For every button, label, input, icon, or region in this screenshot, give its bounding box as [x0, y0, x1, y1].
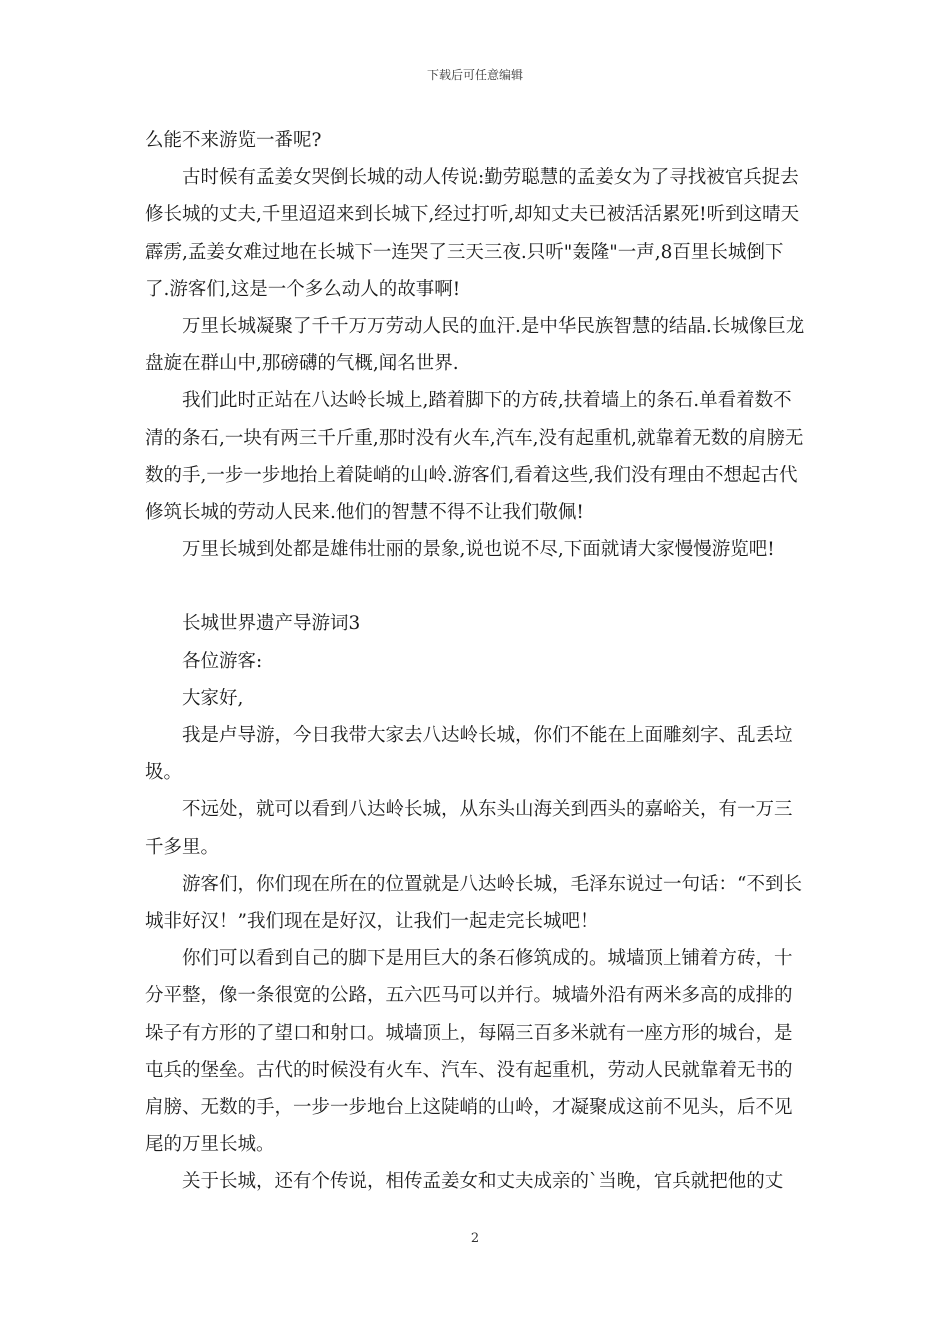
paragraph: 古时候有孟姜女哭倒长城的动人传说:勤劳聪慧的孟姜女为了寻找被官兵捉去修长城的丈夫,千里迢迢来到长城下,经过打听,却知丈夫已被活活累死!听到这晴天霹雳,孟姜女难过地在长城下一连哭了三天三夜.只听"轰隆"一声,8百里长城倒下了.游客们,这是一个多么动人的故事啊! [145, 167, 800, 300]
paragraph-gap [145, 568, 807, 605]
page-header: 下载后可任意编辑 [426, 68, 523, 82]
page-number: 2 [470, 1231, 480, 1246]
paragraph: 游客们，你们现在所在的位置就是八达岭长城，毛泽东说过一句话：“不到长城非好汉！”我们现在是好汉，让我们一起走完长城吧！ [145, 873, 802, 933]
paragraph: 我们此时正站在八达岭长城上,踏着脚下的方砖,扶着墙上的条石.单看着数不清的条石,一块有两三千斤重,那时没有火车,汽车,没有起重机,就靠着无数的肩膀无数的手,一步一步地抬上着陡峭的山岭.游客们,看着这些,我们没有理由不想起古代修筑长城的劳动人民来.他们的智慧不得不让我们敬佩! [145, 390, 804, 524]
paragraph: 不远处，就可以看到八达岭长城，从东头山海关到西头的嘉峪关，有一万三千多里。 [145, 799, 793, 858]
paragraph: 各位游客: [182, 650, 263, 672]
section-title: 长城世界遗产导游词3 [182, 613, 361, 635]
paragraph: 我是卢导游，今日我带大家去八达岭长城，你们不能在上面雕刻字、乱丢垃圾。 [145, 725, 793, 784]
paragraph: 大家好, [182, 687, 244, 709]
paragraph: 万里长城到处都是雄伟壮丽的景象,说也说不尽,下面就请大家慢慢游览吧! [182, 539, 775, 561]
paragraph: 万里长城凝聚了千千万万劳动人民的血汗.是中华民族智慧的结晶.长城像巨龙盘旋在群山中,那磅礴的气概,闻名世界. [145, 316, 805, 375]
paragraph: 你们可以看到自己的脚下是用巨大的条石修筑成的。城墙顶上铺着方砖，十分平整，像一条很宽的公路，五六匹马可以并行。城墙外沿有两米多高的成排的垛子有方形的了望口和射口。城墙顶上，每隔三百多米就有一座方形的城台，是屯兵的堡垒。古代的时候没有火车、汽车、没有起重机，劳动人民就靠着无书的肩膀、无数的手，一步一步地台上这陡峭的山岭，才凝聚成这前不见头，后不见尾的万里长城。 [145, 948, 793, 1156]
document-body [145, 122, 807, 1201]
paragraph: 么能不来游览一番呢? [145, 130, 322, 151]
paragraph: 关于长城，还有个传说，相传孟姜女和丈夫成亲的`当晚，官兵就把他的丈 [182, 1171, 784, 1193]
